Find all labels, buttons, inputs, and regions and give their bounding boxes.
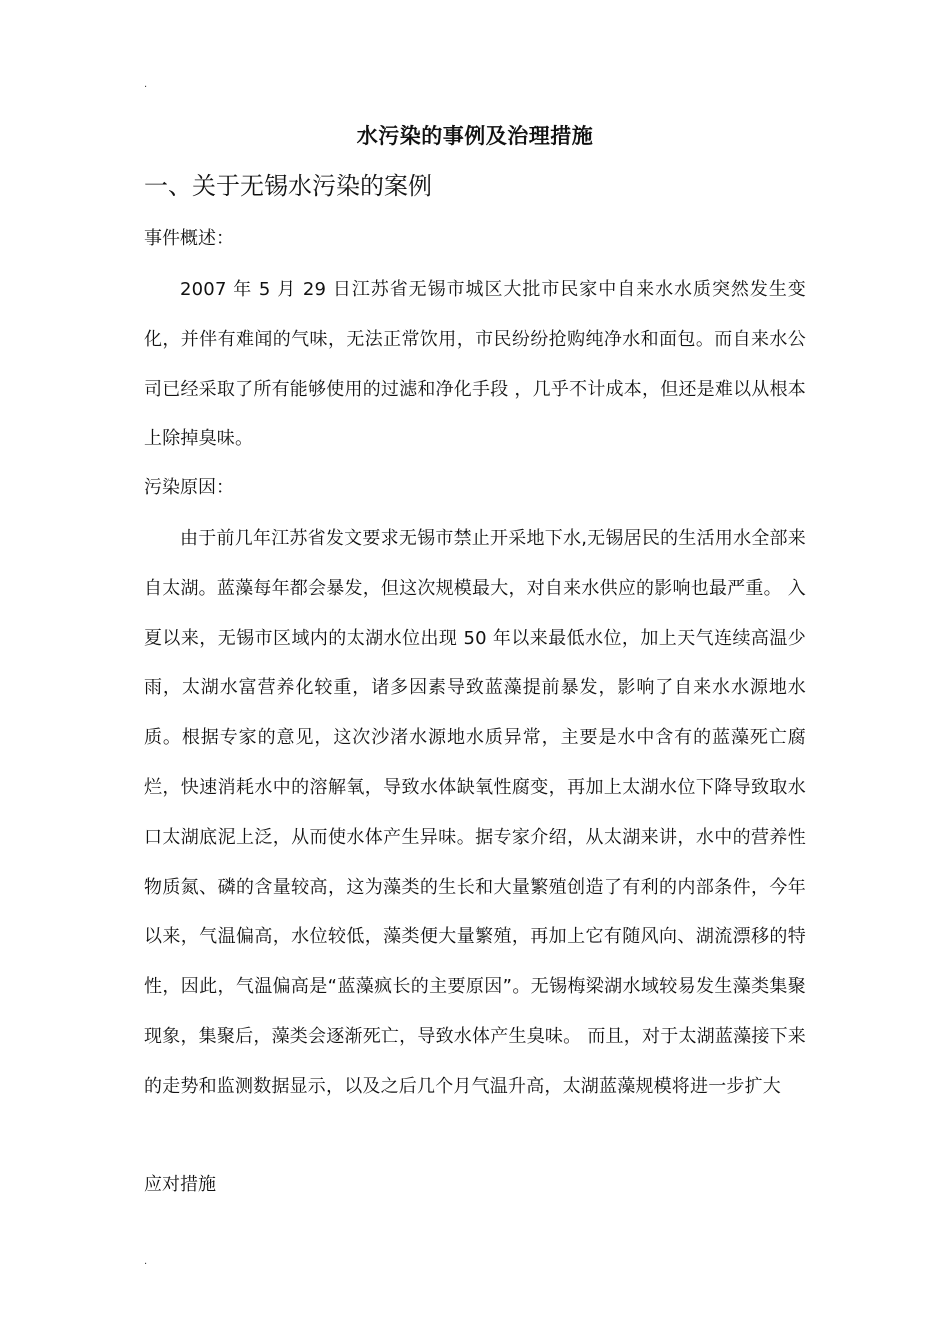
document-title: 水污染的事例及治理措施 bbox=[356, 124, 594, 148]
cause-paragraph: 由于前几年江苏省发文要求无锡市禁止开采地下水,无锡居民的生活用水全部来自太湖。蓝藻每年都会暴发，但这次规模最大，对自来水供应的影响也最严重。 入夏以来，无锡市区域内的太湖水位出现 50 年以来最低水位，加上天气连续高温少雨，太湖水富营养化较重，诸多因素导致蓝藻提前暴发，影响了自来水水源地水质。根据专家的意见，这次沙渚水源地水质异常，主要是水中含有的蓝藻死亡腐烂，快速消耗水中的溶解氧，导致水体缺氧性腐变，再加上太湖水位下降导致取水口太湖底泥上泛，从而使水体产生异味。据专家介绍，从太湖来讲，水中的营养性物质氮、磷的含量较高，这为藻类的生长和大量繁殖创造了有利的内部条件，今年以来，气温偏高，水位较低，藻类便大量繁殖，再加上它有随风向、湖流漂移的特性，因此，气温偏高是“蓝藻疯长的主要原因”。无锡梅梁湖水域较易发生藻类集聚现象，集聚后，藻类会逐渐死亡，导致水体产生臭味。 而且，对于太湖蓝藻接下来的走势和监测数据显示，以及之后几个月气温升高，太湖蓝藻规模将进一步扩大 bbox=[144, 528, 806, 1097]
footer-mark: . bbox=[144, 1256, 148, 1267]
overview-paragraph: 2007 年 5 月 29 日江苏省无锡市城区大批市民家中自来水水质突然发生变化，并伴有难闻的气味，无法正常饮用，市民纷纷抢购纯净水和面包。而自来水公司已经采取了所有能够使用的过滤和净化手段 ，几乎不计成本，但还是难以从根本上除掉臭味。 bbox=[144, 279, 806, 450]
header-mark: . bbox=[144, 79, 148, 90]
measures-label: 应对措施 bbox=[144, 1174, 216, 1195]
cause-label: 污染原因： bbox=[144, 477, 234, 498]
overview-label: 事件概述： bbox=[144, 228, 234, 249]
section-heading: 一、关于无锡水污染的案例 bbox=[144, 172, 432, 200]
